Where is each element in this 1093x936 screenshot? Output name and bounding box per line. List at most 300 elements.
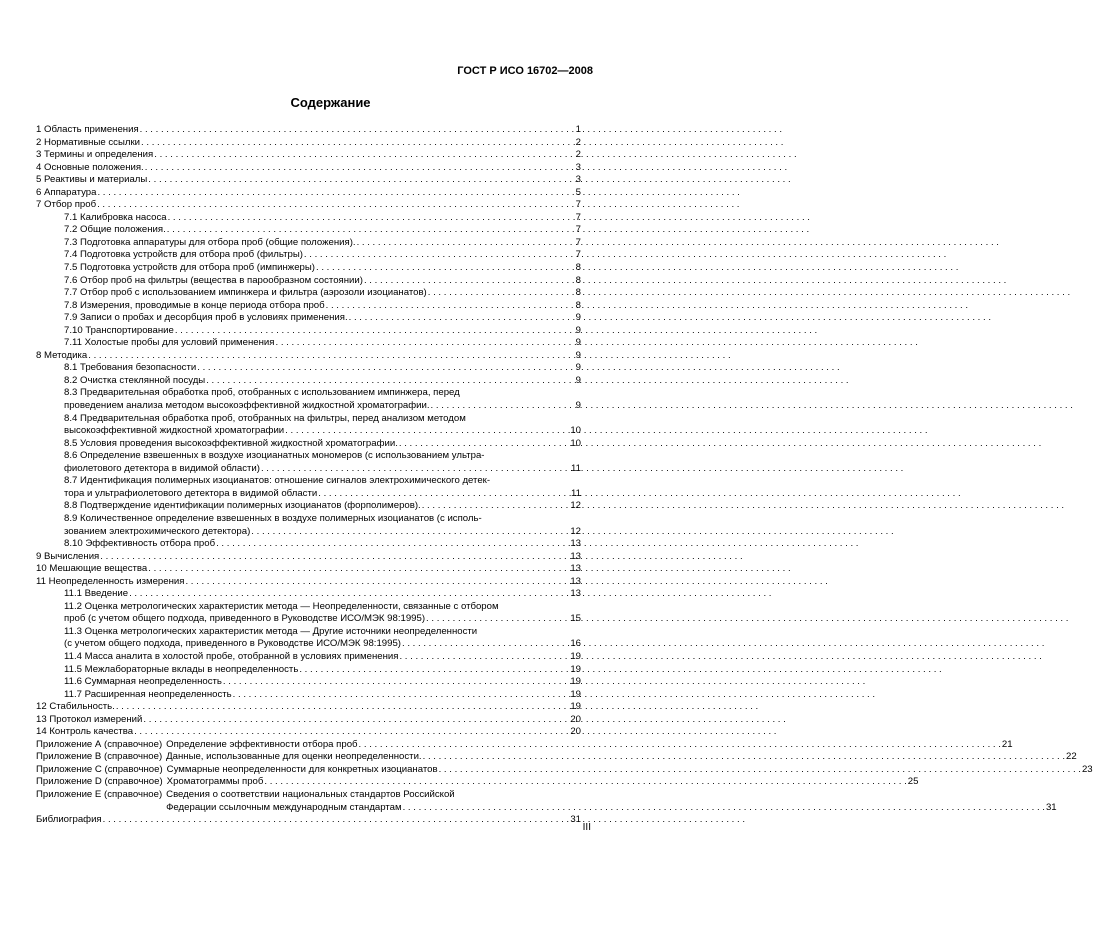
toc-entry-line [64, 689, 581, 702]
toc-entry[interactable] [36, 174, 581, 187]
toc-entry-page: 3 [575, 174, 581, 186]
toc-entry[interactable] [36, 626, 581, 651]
toc-entry[interactable] [36, 438, 581, 451]
appendix-page: 31 [1045, 801, 1057, 813]
appendix-row [36, 776, 919, 789]
toc-entry[interactable] [36, 538, 581, 551]
toc-entry-title-cont: проведением анализа методом высокоэффективной жидкостной хроматографии. [64, 400, 430, 412]
toc-entry-line [64, 626, 581, 639]
toc-entry-number: 11.1 [64, 588, 82, 600]
toc-entry-page: 2 [575, 136, 581, 148]
toc-entry-number: 13 [36, 713, 47, 725]
toc-entry-page: 13 [570, 550, 581, 562]
toc-entry[interactable] [36, 224, 581, 237]
toc-entry-page: 13 [570, 563, 581, 575]
toc-entry[interactable] [36, 124, 581, 137]
toc-entry-label [64, 300, 325, 313]
toc-leader-dots [299, 664, 569, 677]
toc-entry-number: 8 [36, 349, 42, 361]
toc-entry-page: 1 [575, 124, 581, 135]
toc-leader-dots [143, 714, 569, 727]
toc-entry[interactable] [36, 300, 581, 313]
toc-entry-number: 7.5 [64, 262, 78, 274]
toc-entry-line [36, 174, 581, 187]
toc-entry[interactable] [36, 350, 581, 363]
toc-entry-title: Введение [84, 588, 129, 600]
toc-entry-line [36, 162, 581, 175]
toc-entry-title: Очистка стеклянной посуды [80, 374, 206, 386]
toc-entry[interactable] [36, 689, 581, 702]
toc-entry-line [36, 563, 581, 576]
appendix-entry[interactable] [36, 763, 1093, 777]
page-title: Содержание [290, 95, 371, 110]
toc-entry-title: Вычисления [44, 550, 100, 562]
toc-entry-page: 11 [571, 487, 581, 499]
toc-leader-dots [285, 425, 569, 438]
toc-entry[interactable] [36, 563, 581, 576]
appendix-page: 23 [1081, 763, 1093, 775]
toc-entry-line [64, 337, 581, 350]
appendix-prefix: Приложение А (справочное) [36, 738, 163, 750]
toc-entry[interactable] [36, 601, 581, 626]
toc-leader-dots [431, 400, 575, 413]
toc-entry-line [64, 224, 581, 237]
toc-entry-number: 6 [36, 186, 42, 198]
toc-leader-dots [275, 337, 574, 350]
toc-entry-label [64, 275, 363, 288]
toc-entry-title-cont: высокоэффективной жидкостной хроматографии [64, 425, 285, 437]
toc-leader-dots [326, 300, 575, 313]
toc-leader-dots [154, 149, 574, 162]
toc-entry-title-cont: фиолетового детектора в видимой области) [64, 462, 260, 474]
toc-entry-page: 12 [570, 500, 581, 512]
toc-entry-label [64, 262, 315, 275]
toc-leader-dots [88, 350, 574, 363]
toc-entry[interactable] [36, 513, 581, 538]
toc-leader-dots [197, 362, 574, 375]
bibliography-entry[interactable] [36, 814, 581, 827]
toc-entry-line [64, 325, 581, 338]
toc-entry[interactable] [36, 551, 581, 564]
toc-entry-title: Протокол измерений [49, 713, 143, 725]
toc-entry-title: Отбор проб с использованием импинжера и фильтра (аэрозоли изоцианатов) [80, 287, 427, 299]
toc-entry-label [64, 500, 421, 513]
toc-entry[interactable] [36, 500, 581, 513]
appendix-row [36, 738, 1013, 752]
toc-entry-page: 9 [575, 337, 581, 349]
toc-entry-label [64, 538, 215, 551]
toc-leader-dots [97, 199, 575, 212]
toc-entry-page: 10 [570, 437, 581, 449]
toc-entry-page: 3 [575, 161, 581, 173]
toc-entry-line [64, 362, 581, 375]
toc-leader-dots [148, 174, 574, 187]
toc-entry-number: 9 [36, 550, 42, 562]
toc-entry-label [36, 199, 96, 212]
toc-entry-line [64, 300, 581, 313]
toc-entry-number: 7.7 [64, 287, 78, 299]
toc-entry-line [36, 714, 581, 727]
toc-entry-page: 9 [575, 400, 581, 412]
toc-entry-page: 7 [575, 249, 581, 261]
toc-entry-title: Оценка метрологических характеристик метода — Неопределенности, связанные с отбором [84, 600, 499, 612]
toc-entry-line [64, 526, 581, 539]
toc-entry-page: 7 [575, 199, 581, 211]
toc-leader-dots [103, 814, 570, 827]
toc-entry-line [36, 149, 581, 162]
toc-entry-line [64, 425, 581, 438]
bibliography-page: 31 [570, 814, 581, 826]
toc-entry-line [64, 438, 581, 451]
appendix-body [166, 751, 1077, 764]
toc-entry-title: Предварительная обработка проб, отобранных на фильтры, перед анализом методом [80, 412, 466, 424]
appendix-line [166, 739, 1012, 752]
toc-entry-number: 11.3 [64, 625, 82, 637]
toc-entry-number: 7.9 [64, 312, 78, 324]
toc-leader-dots [251, 526, 569, 539]
toc-entry[interactable] [36, 362, 581, 375]
toc-entry-page: 7 [575, 224, 581, 236]
toc-entry-page: 5 [575, 186, 581, 198]
toc-entry-number: 7.3 [64, 236, 78, 248]
toc-entry[interactable] [36, 162, 581, 175]
toc-entry-page: 8 [575, 287, 581, 299]
toc-entry-title: Подтверждение идентификации полимерных изоцианатов (форполимеров). [80, 500, 421, 512]
toc-entry-page: 8 [575, 299, 581, 311]
toc-entry-number: 7.2 [64, 224, 78, 236]
toc-entry-title: Масса аналита в холостой пробе, отобранной в условиях применения [84, 650, 399, 662]
toc-entry-line [64, 237, 581, 250]
toc-entry[interactable] [36, 576, 581, 589]
toc-entry-title: Методика [44, 349, 88, 361]
appendix-entry[interactable] [36, 751, 1077, 764]
toc-leader-dots [97, 187, 574, 200]
toc-entry-page: 15 [570, 613, 581, 625]
toc-entry-number: 11.5 [64, 663, 82, 675]
toc-leader-dots [167, 224, 575, 237]
appendix-entry[interactable] [36, 788, 1057, 814]
toc-leader-dots [141, 137, 575, 150]
appendix-entry[interactable] [36, 776, 919, 789]
toc-entry-title: Неопределенность измерения [48, 575, 185, 587]
toc-entry-number: 10 [36, 563, 47, 575]
toc-entry-number: 8.2 [64, 374, 78, 386]
toc-leader-dots [403, 802, 1045, 815]
toc-entry[interactable] [36, 212, 581, 225]
toc-entry-number: 11.7 [64, 688, 82, 700]
toc-entry-line [64, 676, 581, 689]
toc-entry-title: Мешающие вещества [49, 563, 148, 575]
toc-entry[interactable] [36, 450, 581, 475]
toc-entry-title: Контроль качества [49, 726, 134, 738]
toc-leader-dots [261, 463, 570, 476]
toc-entry-page: 13 [570, 588, 581, 600]
toc-entry-page: 2 [575, 149, 581, 161]
toc-entry-title: Межлабораторные вклады в неопределенность [84, 663, 299, 675]
toc-entry-title: Отбор проб [44, 199, 97, 211]
toc-entry[interactable] [36, 664, 581, 677]
toc-entry-line [36, 576, 581, 589]
appendix-entry[interactable] [36, 738, 1013, 752]
appendix-prefix: Приложение В (справочное) [36, 751, 163, 763]
toc-entry-page: 9 [575, 374, 581, 386]
toc-entry[interactable] [36, 475, 581, 500]
toc-entry-label [36, 576, 184, 589]
toc-entry-number: 5 [36, 174, 42, 186]
toc-entry-number: 8.3 [64, 387, 78, 399]
toc-entry[interactable] [36, 714, 581, 727]
toc-entry-label [64, 664, 298, 677]
toc-entry-number: 11.4 [64, 650, 82, 662]
appendix-body [167, 764, 1093, 777]
appendix-line [167, 776, 919, 789]
toc-entry-line [36, 701, 581, 714]
toc-entry-label [36, 726, 133, 739]
toc-entry-number: 11.6 [64, 676, 82, 688]
toc-entry-label [36, 124, 139, 137]
toc-entry-line [64, 664, 581, 677]
appendix-title-cont: Федерации ссылочным международным стандартам [166, 801, 402, 813]
toc-entry-line [64, 588, 581, 601]
toc-entry-title: Условия проведения высокоэффективной жидкостной хроматографии. [80, 437, 398, 449]
appendix-prefix: Приложение Е (справочное) [36, 788, 163, 800]
toc-leader-dots [439, 764, 1081, 777]
toc-entry-title: Требования безопасности [80, 362, 197, 374]
toc-entry-page: 16 [570, 638, 581, 650]
toc-entry[interactable] [36, 199, 581, 212]
toc-leader-dots [116, 701, 569, 714]
appendix-title: Данные, использованные для оценки неопределенности. [166, 751, 422, 763]
toc-entry-title: Отбор проб на фильтры (вещества в парообразном состоянии) [80, 274, 363, 286]
toc-entry-label [36, 701, 115, 714]
toc-entry-title: Калибровка насоса [80, 211, 167, 223]
toc-entry-title: Подготовка устройств для отбора проб (импинжеры) [80, 262, 315, 274]
toc-entry-label [64, 676, 222, 689]
appendix-prefix: Приложение D (справочное) [36, 776, 163, 788]
toc-entry-label [64, 325, 174, 338]
toc-leader-dots [364, 275, 575, 288]
toc-entry[interactable] [36, 413, 581, 438]
toc-entry[interactable] [36, 137, 581, 150]
toc-leader-dots [428, 287, 575, 300]
appendix-title: Сведения о соответствии национальных стандартов Российской [166, 788, 455, 800]
toc-leader-dots [318, 488, 570, 501]
toc-leader-dots [399, 651, 569, 664]
toc-entry-number: 14 [36, 726, 47, 738]
toc-leader-dots [168, 212, 575, 225]
toc-leader-dots [206, 375, 574, 388]
toc-entry[interactable] [36, 187, 581, 200]
toc-entry-number: 7.10 [64, 324, 83, 336]
toc-leader-dots [423, 751, 1065, 764]
toc-entry-label [64, 689, 232, 702]
toc-entry-page: 19 [570, 663, 581, 675]
toc-entry-line [64, 413, 581, 426]
toc-entry-page: 10 [570, 425, 581, 437]
toc-entry-label [36, 714, 142, 727]
toc-leader-dots [216, 538, 569, 551]
toc-entry-page: 20 [570, 726, 581, 738]
toc-entry[interactable] [36, 262, 581, 275]
toc-leader-dots [349, 312, 575, 325]
toc-entry-label [64, 375, 205, 388]
toc-entry-page: 19 [570, 688, 581, 700]
toc-entry-number: 7.1 [64, 211, 78, 223]
toc-leader-dots [145, 162, 575, 175]
toc-entry-label [36, 563, 147, 576]
appendix-prefix: Приложение С (справочное) [36, 763, 163, 775]
toc-leader-dots [426, 613, 569, 626]
toc-leader-dots [304, 249, 575, 262]
appendix-body [166, 789, 1057, 814]
appendix-title: Хроматограммы проб [166, 776, 264, 788]
toc-entry-line [64, 387, 581, 400]
toc-leader-dots [422, 500, 570, 513]
toc-entry[interactable] [36, 588, 581, 601]
toc-entry-title: Подготовка аппаратуры для отбора проб (общие положения). [80, 236, 356, 248]
appendix-line [166, 751, 1077, 764]
toc-entry-line [36, 199, 581, 212]
toc-entry-title: Идентификация полимерных изоцианатов: отношение сигналов электрохимического детек- [80, 475, 491, 487]
toc-entry-label [64, 362, 196, 375]
appendix-row [36, 751, 1077, 764]
toc-leader-dots [175, 325, 575, 338]
toc-entry-number: 7.6 [64, 274, 78, 286]
toc-entry-title: Реактивы и материалы [44, 174, 148, 186]
toc-entry-line [64, 212, 581, 225]
toc-entry-number: 8.7 [64, 475, 78, 487]
toc-leader-dots [399, 438, 569, 451]
toc-entry-title-cont: проб (с учетом общего подхода, приведенного в Руководстве ИСО/МЭК 98:1995) [64, 613, 426, 625]
toc-entry-line [64, 500, 581, 513]
document-header: ГОСТ Р ИСО 16702—2008 [457, 65, 593, 77]
toc-entry-line [36, 137, 581, 150]
toc-leader-dots [129, 588, 569, 601]
toc-entry-page: 9 [575, 324, 581, 336]
toc-entry-page: 8 [575, 262, 581, 274]
appendix-body [167, 776, 919, 789]
toc-entry-line [64, 262, 581, 275]
toc-entry-line [64, 475, 581, 488]
toc-entry-page: 9 [575, 362, 581, 374]
toc-entry-line [64, 249, 581, 262]
toc-entry-title: Холостые пробы для условий применения [84, 337, 275, 349]
toc-entry[interactable] [36, 287, 581, 300]
toc-entry-number: 2 [36, 136, 42, 148]
toc-entry-number: 8.10 [64, 538, 83, 550]
toc-entry-label [64, 651, 398, 664]
toc-entry[interactable] [36, 275, 581, 288]
toc-entry-page: 9 [575, 349, 581, 361]
toc-entry-label [36, 187, 96, 200]
toc-entry-number: 1 [36, 124, 42, 135]
toc-entry-page: 13 [570, 538, 581, 550]
toc-entry-line [36, 350, 581, 363]
toc-entry-line [64, 375, 581, 388]
toc-leader-dots [140, 124, 575, 137]
toc-entry-number: 8.1 [64, 362, 78, 374]
toc-entry[interactable] [36, 375, 581, 388]
toc-entry-title: Суммарная неопределенность [84, 676, 222, 688]
toc-entry-number: 7.11 [64, 337, 82, 349]
table-of-contents [36, 124, 1093, 827]
toc-leader-dots [359, 739, 1001, 752]
toc-entry-title: Аппаратура [44, 186, 97, 198]
toc-leader-dots [148, 563, 569, 576]
toc-entry[interactable] [36, 701, 581, 714]
toc-entry[interactable] [36, 676, 581, 689]
toc-entry-line [36, 726, 581, 739]
toc-entry[interactable] [36, 387, 581, 412]
toc-entry-page: 7 [575, 236, 581, 248]
toc-entry[interactable] [36, 249, 581, 262]
toc-entry-number: 8.8 [64, 500, 78, 512]
toc-leader-dots [357, 237, 575, 250]
toc-entry-line [36, 124, 581, 137]
toc-entry-label [64, 287, 427, 300]
toc-entry-line [64, 513, 581, 526]
toc-entry[interactable] [36, 726, 581, 739]
toc-entry-label [64, 312, 348, 325]
toc-entry[interactable] [36, 237, 581, 250]
appendix-row [36, 788, 1057, 814]
toc-entry[interactable] [36, 325, 581, 338]
toc-entry-title: Термины и определения [44, 149, 154, 161]
appendix-line [166, 802, 1057, 815]
toc-entry-title-cont: (с учетом общего подхода, приведенного в Руководстве ИСО/МЭК 98:1995) [64, 638, 401, 650]
bibliography-line [36, 814, 581, 827]
toc-entry-label [36, 174, 147, 187]
toc-entry-page: 7 [575, 211, 581, 223]
appendix-title: Определение эффективности отбора проб [166, 738, 358, 750]
toc-entry-title: Предварительная обработка проб, отобранных с использованием импинжера, перед [80, 387, 460, 399]
toc-entry-title: Транспортирование [85, 324, 174, 336]
toc-entry[interactable] [36, 337, 581, 350]
toc-entry-page: 19 [570, 676, 581, 688]
toc-entry-label [36, 137, 140, 150]
toc-entry-number: 7 [36, 199, 42, 211]
toc-entry-label [64, 237, 356, 250]
toc-entry-label [64, 224, 166, 237]
toc-entry-label [64, 337, 274, 350]
toc-entry-line [64, 463, 581, 476]
appendix-page: 22 [1065, 751, 1077, 763]
toc-entry-page: 13 [570, 575, 581, 587]
toc-entry[interactable] [36, 149, 581, 162]
toc-entry[interactable] [36, 651, 581, 664]
toc-leader-dots [402, 638, 569, 651]
toc-entry[interactable] [36, 312, 581, 325]
toc-entry-label [64, 249, 303, 262]
toc-entry-number: 8.4 [64, 412, 78, 424]
toc-entry-number: 8.6 [64, 450, 78, 462]
appendix-page: 25 [907, 776, 919, 788]
toc-entry-label [36, 149, 153, 162]
toc-entry-label [64, 438, 398, 451]
toc-entry-title-cont: тора и ультрафиолетового детектора в видимой области [64, 487, 318, 499]
appendix-line [167, 764, 1093, 777]
toc-entry-title: Расширенная неопределенность [84, 688, 232, 700]
appendix-title: Суммарные неопределенности для конкретных изоцианатов [166, 763, 438, 775]
toc-entry-label [64, 588, 128, 601]
toc-entry-title: Подготовка устройств для отбора проб (фильтры) [80, 249, 303, 261]
toc-entry-line [36, 187, 581, 200]
toc-entry-label [36, 162, 144, 175]
toc-entry-line [64, 450, 581, 463]
bibliography-title: Библиография [36, 814, 102, 826]
toc-entry-title: Количественное определение взвешенных в воздухе полимерных изоцианатов (с исполь- [80, 512, 482, 524]
toc-entry-page: 8 [575, 274, 581, 286]
